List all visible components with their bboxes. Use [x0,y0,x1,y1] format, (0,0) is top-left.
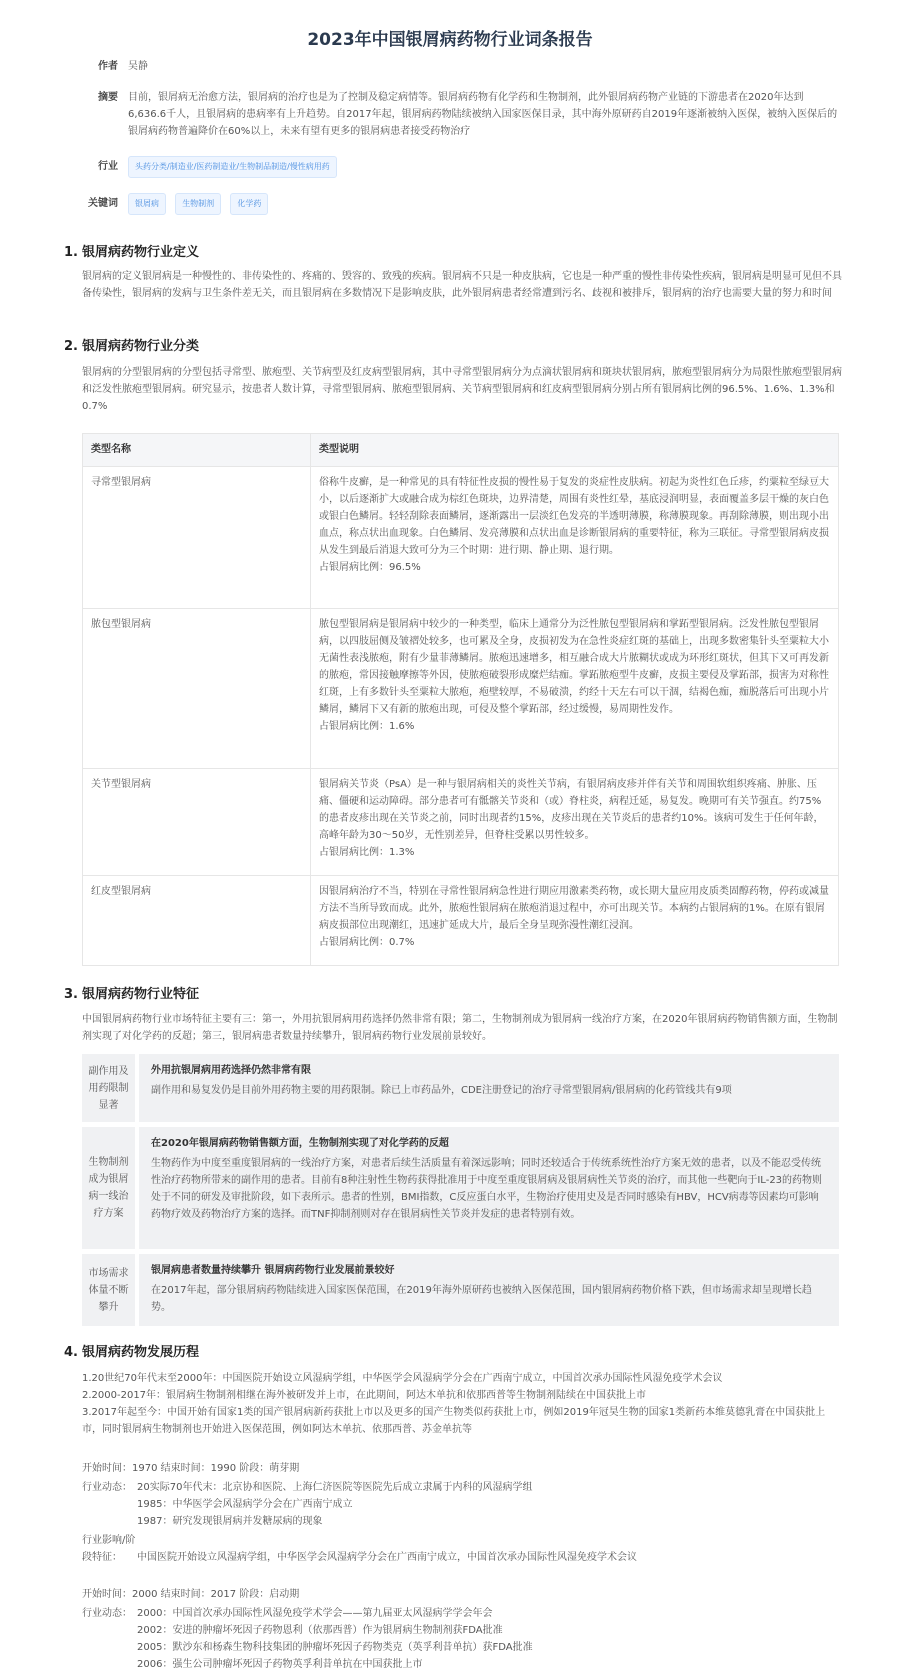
type-ratio: 占银屑病比例：0.7% [319,937,415,948]
industry-label: 行业 [98,161,118,172]
section-number: 2. [64,339,78,354]
table-header: 类型说明 [311,434,839,467]
type-name: 红皮型银屑病 [83,876,311,966]
type-desc-cell [311,769,839,876]
feature-content [139,1127,839,1249]
type-ratio: 占银屑病比例：1.3% [319,847,415,858]
feature-heading: 在2020年银屑病药物销售额方面，生物制剂实现了对化学药的反超 [151,1138,449,1149]
feature-heading: 银屑病患者数量持续攀升 银屑病药物行业发展前景较好 [151,1265,395,1276]
author-label: 作者 [98,61,118,72]
abstract-row [78,89,840,140]
type-ratio: 占银屑病比例：1.6% [319,721,415,732]
section-4-heading [64,1343,199,1363]
keyword-tag[interactable]: 化学药 [230,193,268,215]
history-item: 3.2017年起至今：中国开始有国家1类的国产银屑病新药获批上市以及更多的国产生物类似药获批上市，例如2019年冠昊生物的国家1类新药本维莫德乳膏在中国获批上市，同时银屑病生物制剂也开始进入医保范围，例如阿达木单抗、依那西普、苏金单抗等 [82,1407,826,1435]
dynamics-label: 行业动态： [82,1482,132,1493]
keywords-label: 关键词 [88,198,118,209]
section-title: 银屑病药物行业分类 [82,339,200,354]
history-list [82,1370,844,1438]
abstract-text: 目前，银屑病无治愈方法，银屑病的治疗也是为了控制及稳定病情等。银屑病药物有化学药和生物制剂，此外银屑病药物产业链的下游患者在2020年达到6,636.6千人，且银屑病的患病率有上升趋势。自2017年起，银屑病药物陆续被纳入国家医保目录，其中海外原研药自2019年逐渐被纳入医保，被纳入医保后的银屑病药物普遍降价在60%以上，未来有望有更多的银屑病患者接受药物治疗 [128,92,838,137]
timeline-stage-2 [82,1586,844,1673]
dynamics-label: 行业动态： [82,1608,132,1619]
section-number: 4. [64,1345,78,1360]
author-row [78,58,840,75]
section-title: 银屑病药物行业特征 [82,987,200,1002]
type-desc: 俗称牛皮癣，是一种常见的具有特征性皮损的慢性易于复发的炎症性皮肤病。初起为炎性红色丘疹，约粟粒至绿豆大小，以后逐渐扩大或融合成为棕红色斑块，边界清楚，周围有炎性红晕，基底浸润明显，表面覆盖多层干燥的灰白色或银白色鳞屑。轻轻刮除表面鳞屑，逐渐露出一层淡红色发亮的半透明薄膜，称薄膜现象。再刮除薄膜，则出现小出血点，称点状出血现象。白色鳞屑、发亮薄膜和点状出血是诊断银屑病的重要特征，称为三联征。寻常型银屑病皮损从发生到最后消退大致可分为三个时期：进行期、静止期、退行期。 [319,477,829,556]
keyword-tag[interactable]: 银屑病 [128,193,166,215]
section-1-body: 银屑病的定义银屑病是一种慢性的、非传染性的、疼痛的、毁容的、致残的疾病。银屑病不只是一种皮肤病，它也是一种严重的慢性非传染性疾病，银屑病是明显可见但不具备传染性，银屑病的发病与卫生条件差无关，而且银屑病在多数情况下是影响皮肤，此外银屑病患者经常遭到污名、歧视和被排斥，银屑病的治疗也需要大量的努力和时间 [82,271,842,299]
feature-block [82,1054,839,1122]
feature-heading: 外用抗银屑病用药选择仍然非常有限 [151,1065,311,1076]
section-number: 1. [64,245,78,260]
timeline-stage-1 [82,1460,844,1566]
stage-header: 开始时间：1970 结束时间：1990 阶段：萌芽期 [82,1463,300,1474]
feature-content [139,1054,839,1122]
dynamics-item: 1987：研究发现银屑病并发糖尿病的现象 [137,1516,323,1527]
dynamics-item: 2000：中国首次承办国际性风湿免疫学术学会——第九届亚太风湿病学学会年会 [137,1608,493,1619]
impact-label: 行业影响/阶段特征： [82,1535,136,1563]
classification-table [82,433,839,966]
table-row [83,467,839,609]
type-desc-cell [311,876,839,966]
type-desc: 脓包型银屑病是银屑病中较少的一种类型，临床上通常分为泛性脓包型银屑病和掌跖型银屑病。泛发性脓包型银屑病，以四肢屈侧及皱褶处较多，也可累及全身，皮损初发为在急性炎症红斑的基础上，出现多数密集针头至粟粒大小无菌性表浅脓疱，附有少量菲薄鳞屑。脓疱迅速增多，相互融合成大片脓糊状或成为环形红斑状，但其下又可再发新的脓疱，常因接触摩擦等外因，使脓疱破裂形成糜烂结痂。掌跖脓疱型牛皮癣，皮损主要侵及掌跖部，损害为对称性红斑，上有多数针头至粟粒大脓疱，疱壁较厚，不易破溃，约经十天左右可以干涸，结褐色痂，痂脱落后可出现小片鳞屑，鳞屑下又有新的脓疱出现，可侵及整个掌跖部，经过缓慢，易周期性发作。 [319,619,829,715]
feature-text: 副作用和易复发仍是目前外用药物主要的用药限制。除已上市药品外，CDE注册登记的治疗寻常型银屑病/银屑病的化药管线共有9项 [151,1085,732,1096]
author-name: 吴静 [128,61,148,72]
section-2-body: 银屑病的分型银屑病的分型包括寻常型、脓疱型、关节病型及红皮病型银屑病，其中寻常型银屑病分为点滴状银屑病和斑块状银屑病，脓疱型银屑病分为局限性脓疱型银屑病和泛发性脓疱型银屑病。研究显示，按患者人数计算，寻常型银屑病、脓疱型银屑病、关节病型银屑病和红皮病型银屑病分别占所有银屑病比例的96.5%、1.6%、1.3%和0.7% [82,367,842,412]
table-row [83,876,839,966]
section-1-heading [64,243,199,263]
impact-text: 中国医院开始设立风湿病学组，中华医学会风湿病学分会在广西南宁成立，中国首次承办国际性风湿免疫学术会议 [137,1552,637,1563]
keywords-row [78,193,840,215]
table-header: 类型名称 [83,434,311,467]
dynamics-item: 2006：强生公司肿瘤坏死因子药物英孚利昔单抗在中国获批上市 [137,1659,423,1670]
dynamics-item: 1985：中华医学会风湿病学分会在广西南宁成立 [137,1499,353,1510]
page-title: 2023年中国银屑病药物行业词条报告 [307,30,593,50]
dynamics-item: 2005：默沙东和杨森生物科技集团的肿瘤坏死因子药物类克（英孚利昔单抗）获FDA批准 [137,1642,533,1653]
type-name: 寻常型银屑病 [83,467,311,609]
table-row [83,769,839,876]
section-number: 3. [64,987,78,1002]
dynamics-item: 2002：安进的肿瘤坏死因子药物恩利（依那西普）作为银屑病生物制剂获FDA批准 [137,1625,503,1636]
section-3-body: 中国银屑病药物行业市场特征主要有三：第一，外用抗银屑病用药选择仍然非常有限；第二，生物制剂成为银屑病一线治疗方案，在2020年银屑病药物销售额方面，生物制剂实现了对化学药的反超；第三，银屑病患者数量持续攀升，银屑病药物行业发展前景较好。 [82,1014,838,1042]
history-item: 2.2000-2017年：银屑病生物制剂相继在海外被研发并上市，在此期间，阿达木单抗和依那西普等生物制剂陆续在中国获批上市 [82,1390,647,1401]
type-desc-cell [311,609,839,769]
industry-tag[interactable]: 头药分类/制造业/医药制造业/生物制品制造/慢性病用药 [128,156,337,178]
type-desc: 银屑病关节炎（PsA）是一种与银屑病相关的炎性关节病，有银屑病皮疹并伴有关节和周围软组织疼痛、肿胀、压痛、僵硬和运动障碍。部分患者可有骶髂关节炎和（或）脊柱炎，病程迁延，易复发。晚期可有关节强直。约75%的患者皮疹出现在关节炎之前，同时出现者约15%，皮疹出现在关节炎后的患者约10%。该病可发生于任何年龄，高峰年龄为30～50岁，无性别差异，但脊柱受累以男性较多。 [319,779,824,841]
feature-label: 副作用及用药限制显著 [82,1054,135,1122]
feature-text: 生物药作为中度至重度银屑病的一线治疗方案，对患者后续生活质量有着深远影响；同时还较适合于传统系统性治疗方案无效的患者，以及不能忍受传统性治疗药物所带来的副作用的患者。目前有8种注射性生物药获得批准用于中度至重度银屑病及银屑病性关节炎的治疗，而其他一些靶向于IL-23的药物则处于不同的研发及审批阶段，如下表所示。患者的性别，BMI指数，C反应蛋白水平，生物治疗使用史及是否同时感染有HBV，HCV病毒等因素均可影响药物疗效及药物治疗方案的选择。而TNF抑制剂则对存在银屑病性关节炎并发症的患者特别有效。 [151,1158,823,1220]
table-header-row [83,434,839,467]
feature-text: 在2017年起，部分银屑病药物陆续进入国家医保范围，在2019年海外原研药也被纳入医保范围，国内银屑病药物价格下跌，但市场需求却呈现增长趋势。 [151,1285,812,1313]
feature-content [139,1254,839,1326]
dynamics-item: 20实际70年代末：北京协和医院、上海仁济医院等医院先后成立隶属于内科的风湿病学组 [137,1482,533,1493]
feature-label: 生物制剂成为银屑病一线治疗方案 [82,1127,135,1249]
industry-row [78,156,840,178]
feature-block [82,1127,839,1249]
feature-block [82,1254,839,1326]
type-name: 关节型银屑病 [83,769,311,876]
keyword-tag[interactable]: 生物制剂 [175,193,221,215]
table-row [83,609,839,769]
type-desc-cell [311,467,839,609]
type-desc: 因银屑病治疗不当，特别在寻常性银屑病急性进行期应用激素类药物，或长期大量应用皮质类固醇药物，停药或减量方法不当所导致而成。此外，脓疱性银屑病在脓疱消退过程中，亦可出现关节。本病约占银屑病的1%。在原有银屑病皮损部位出现潮红，迅速扩延成大片，最后全身呈现弥漫性潮红浸润。 [319,886,829,931]
abstract-label: 摘要 [98,92,118,103]
section-title: 银屑病药物发展历程 [82,1345,200,1360]
section-2-heading [64,337,199,357]
type-ratio: 占银屑病比例：96.5% [319,562,421,573]
stage-header: 开始时间：2000 结束时间：2017 阶段：启动期 [82,1589,300,1600]
type-name: 脓包型银屑病 [83,609,311,769]
history-item: 1.20世纪70年代末至2000年：中国医院开始设立风湿病学组，中华医学会风湿病学分会在广西南宁成立，中国首次承办国际性风湿免疫学术会议 [82,1373,723,1384]
section-3-heading [64,985,199,1005]
section-title: 银屑病药物行业定义 [82,245,200,260]
feature-label: 市场需求体量不断攀升 [82,1254,135,1326]
